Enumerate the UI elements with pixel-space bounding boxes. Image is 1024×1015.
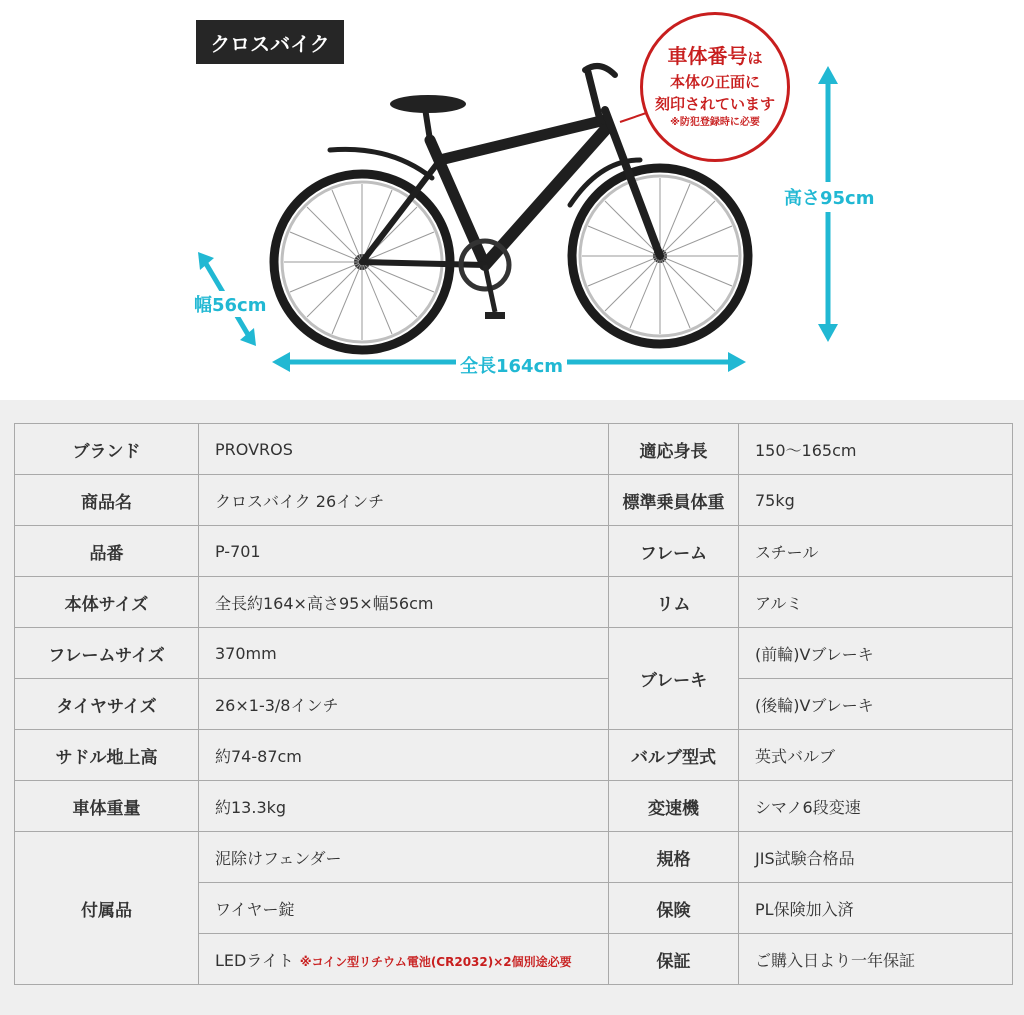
table-row	[15, 628, 1013, 679]
spec-label: 商品名	[15, 475, 199, 526]
accessories-label: 付属品	[15, 832, 199, 985]
spec-label: 適応身長	[609, 424, 739, 475]
callout-note: ※防犯登録時に必要	[670, 117, 760, 128]
table-row	[15, 832, 1013, 883]
spec-label: フレーム	[609, 526, 739, 577]
spec-value: 約13.3kg	[199, 781, 609, 832]
spec-value: スチール	[739, 526, 1013, 577]
spec-label: サドル地上高	[15, 730, 199, 781]
table-row	[15, 577, 1013, 628]
length-dimension-label: 全長164cm	[456, 352, 567, 378]
spec-label: タイヤサイズ	[15, 679, 199, 730]
spec-value: P-701	[199, 526, 609, 577]
callout-title: 車体番号	[667, 44, 748, 68]
spec-value: PROVROS	[199, 424, 609, 475]
spec-label: 本体サイズ	[15, 577, 199, 628]
width-dimension-label: 幅56cm	[194, 291, 266, 317]
spec-value: 英式バルブ	[739, 730, 1013, 781]
table-row	[15, 424, 1013, 475]
brake-label: ブレーキ	[609, 628, 739, 730]
brake-front-value: (前輪)Vブレーキ	[739, 628, 1013, 679]
table-row	[15, 781, 1013, 832]
spec-value: ご購入日より一年保証	[739, 934, 1013, 985]
table-row	[15, 730, 1013, 781]
spec-label: 保険	[609, 883, 739, 934]
product-image-area	[0, 0, 1024, 400]
accessory-item: LEDライト	[215, 950, 294, 970]
spec-table	[14, 423, 1013, 985]
spec-value: 370mm	[199, 628, 609, 679]
spec-label: フレームサイズ	[15, 628, 199, 679]
height-dimension-label: 高さ95cm	[784, 182, 874, 212]
pedal-icon	[485, 312, 505, 319]
spec-value: PL保険加入済	[739, 883, 1013, 934]
spec-value: アルミ	[739, 577, 1013, 628]
spec-label: 保証	[609, 934, 739, 985]
battery-note: ※コイン型リチウム電池(CR2032)×2個別途必要	[299, 954, 572, 969]
spec-label: バルブ型式	[609, 730, 739, 781]
spec-label: ブランド	[15, 424, 199, 475]
frame-number-callout	[640, 12, 790, 162]
spec-value: 75kg	[739, 475, 1013, 526]
saddle-icon	[390, 95, 466, 113]
table-row	[15, 526, 1013, 577]
spec-value: クロスバイク 26インチ	[199, 475, 609, 526]
spec-value: JIS試験合格品	[739, 832, 1013, 883]
accessory-item: 泥除けフェンダー	[199, 832, 609, 883]
spec-value: 26×1-3/8インチ	[199, 679, 609, 730]
spec-value: シマノ6段変速	[739, 781, 1013, 832]
accessory-item: ワイヤー錠	[199, 883, 609, 934]
spec-label: 規格	[609, 832, 739, 883]
callout-line-3: 刻印されています	[654, 95, 775, 113]
spec-value: 全長約164×高さ95×幅56cm	[199, 577, 609, 628]
spec-value: 約74-87cm	[199, 730, 609, 781]
callout-title-suffix: は	[747, 49, 763, 67]
spec-label: リム	[609, 577, 739, 628]
spec-label: 変速機	[609, 781, 739, 832]
table-row	[15, 679, 1013, 730]
spec-label: 標準乗員体重	[609, 475, 739, 526]
spec-section	[0, 400, 1024, 1015]
spec-label: 品番	[15, 526, 199, 577]
accessory-item-led	[199, 934, 609, 985]
table-row	[15, 475, 1013, 526]
spec-label: 車体重量	[15, 781, 199, 832]
category-badge: クロスバイク	[196, 20, 344, 64]
callout-line-2: 本体の正面に	[669, 73, 760, 91]
brake-rear-value: (後輪)Vブレーキ	[739, 679, 1013, 730]
spec-value: 150〜165cm	[739, 424, 1013, 475]
